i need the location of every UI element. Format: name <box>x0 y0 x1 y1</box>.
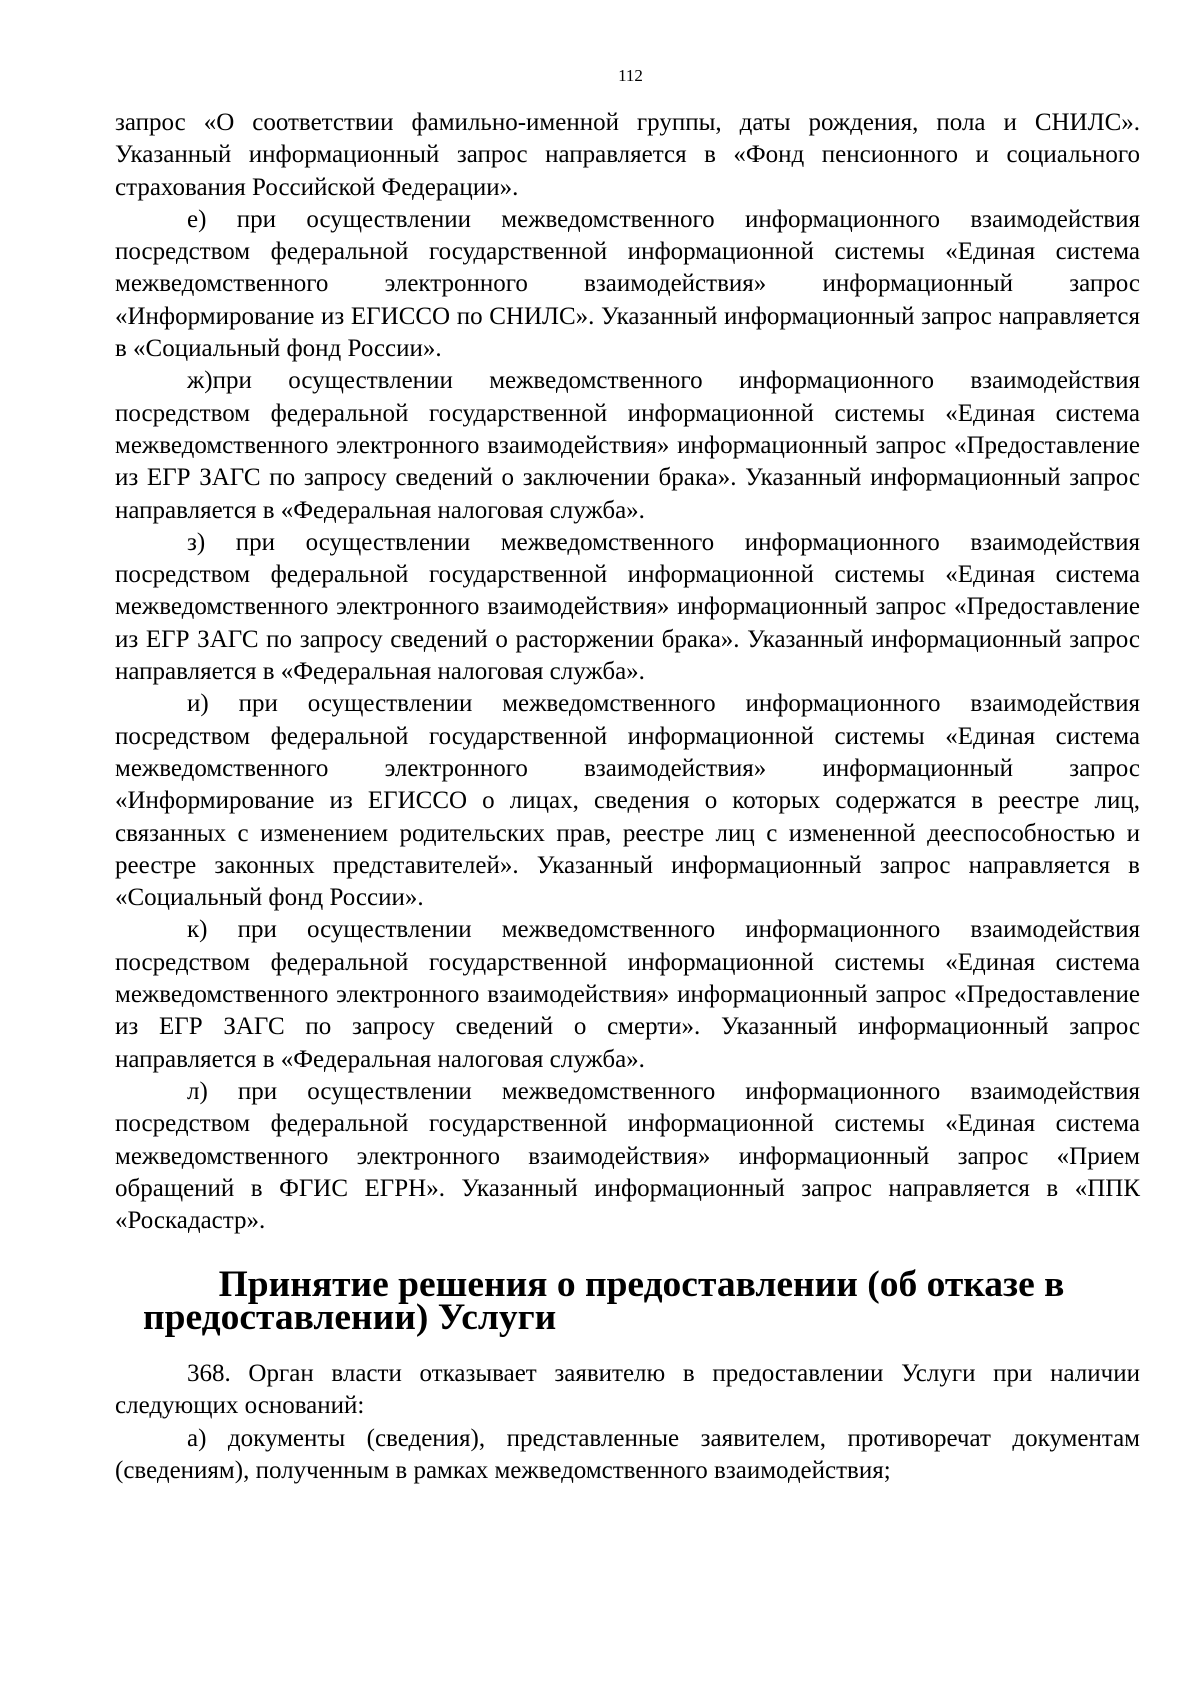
paragraph-368: 368. Орган власти отказывает заявителю в предоставлении Услуги при наличии следующих оснований: <box>115 1359 1140 1420</box>
paragraph-item-z: з) при осуществлении межведомственного информационного взаимодействия посредством федеральной государственной информационной системы «Единая система межведомственного электронного взаимодействия» информационный запрос «Предоставление из ЕГР ЗАГС по запросу сведений о расторжении брака». Указанный информационный запрос направляется в «Федеральная налоговая служба». <box>115 528 1140 686</box>
paragraph-item-a: а) документы (сведения), представленные заявителем, противоречат документам (сведениям), полученным в рамках межведомственного взаимодействия; <box>115 1424 1140 1484</box>
paragraph-item-zh: ж)при осуществлении межведомственного информационного взаимодействия посредством федеральной государственной информационной системы «Единая система межведомственного электронного взаимодействия» информационный запрос «Предоставление из ЕГР ЗАГС по запросу сведений о заключении брака». Указанный информационный запрос направляется в «Федеральная налоговая служба». <box>115 367 1140 524</box>
paragraph-item-i: и) при осуществлении межведомственного информационного взаимодействия посредством федеральной государственной информационной системы «Единая система межведомственного электронного взаимодействия» информационный запрос «Информирование из ЕГИССО о лицах, сведения о которых содержатся в реестре лиц, связанных с изменением родительских прав, реестре лиц с измененной дееспособностью и реестре законных представителей». Указанный информационный запрос направляется в «Социальный фонд России». <box>115 690 1140 912</box>
paragraph-item-e: е) при осуществлении межведомственного информационного взаимодействия посредством федеральной государственной информационной системы «Единая система межведомственного электронного взаимодействия» информационный запрос «Информирование из ЕГИССО по СНИЛС». Указанный информационный запрос направляется в «Социальный фонд России». <box>115 205 1140 363</box>
section-heading: Принятие решения о предоставлении (об отказе в предоставлении) Услуги <box>143 1264 1065 1338</box>
paragraph-item-l: л) при осуществлении межведомственного информационного взаимодействия посредством федеральной государственной информационной системы «Единая система межведомственного электронного взаимодействия» информационный запрос «Прием обращений в ФГИС ЕГРН». Указанный информационный запрос направляется в «ППК «Роскадастр». <box>115 1077 1140 1235</box>
paragraph-continuation: запрос «О соответствии фамильно-именной группы, даты рождения, пола и СНИЛС». Указанный информационный запрос направляется в «Фонд пенсионного и социального страхования Российской Федерации». <box>115 109 1140 201</box>
page-number: 112 <box>618 66 643 85</box>
paragraph-item-k: к) при осуществлении межведомственного информационного взаимодействия посредством федеральной государственной информационной системы «Единая система межведомственного электронного взаимодействия» информационный запрос «Предоставление из ЕГР ЗАГС по запросу сведений о смерти». Указанный информационный запрос направляется в «Федеральная налоговая служба». <box>115 916 1140 1073</box>
